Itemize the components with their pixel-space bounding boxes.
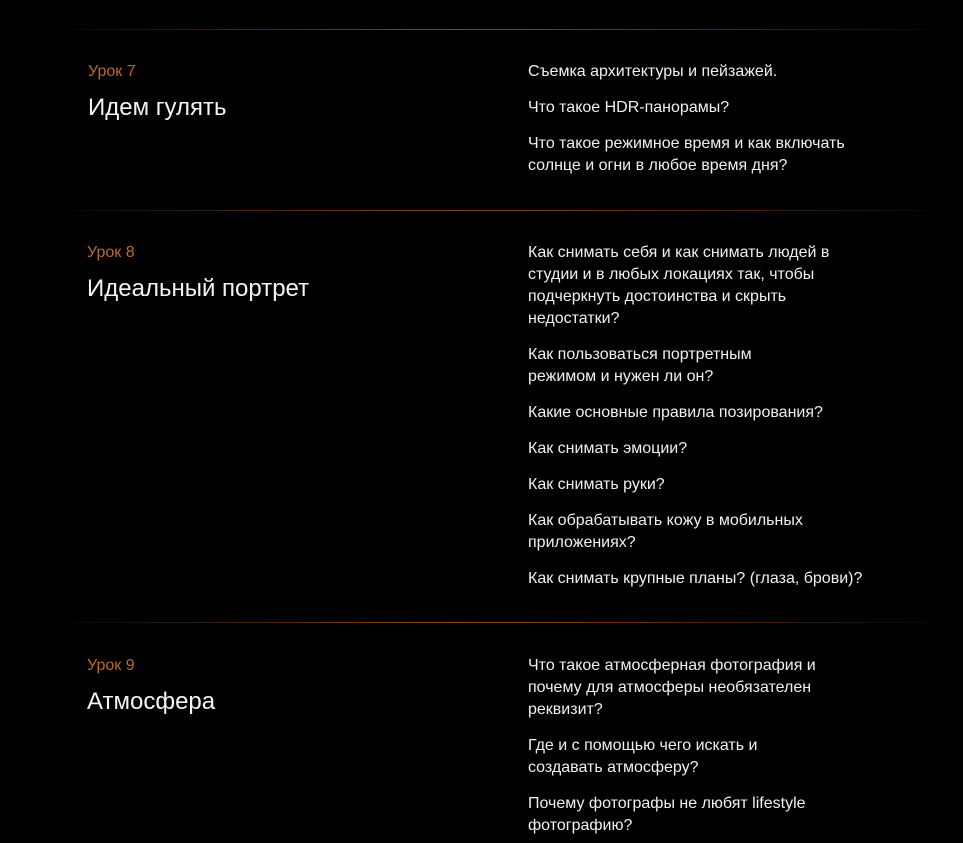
topic-item: Что такое атмосферная фотография и почему для атмосферы необязателен реквизит? [528, 657, 816, 718]
lesson-topics [528, 655, 873, 843]
topic-item: Что такое HDR-панорамы? [528, 99, 730, 116]
topic-item: Съемка архитектуры и пейзажей. [528, 63, 778, 80]
topic-item: Как снимать себя и как снимать людей в студии и в любых локациях так, чтобы подчеркнуть достоинства и скрыть недостатки? [528, 244, 830, 327]
lesson-title: Атмосфера [87, 688, 216, 715]
lesson-title: Идеальный портрет [87, 275, 310, 302]
lesson-title: Идем гулять [88, 94, 227, 121]
topic-item: Как пользоваться портретным режимом и нужен ли он? [528, 346, 752, 385]
lesson-number: Урок 9 [87, 657, 135, 674]
topic-item: Как снимать руки? [528, 476, 665, 493]
topic-item: Какие основные правила позирования? [528, 404, 823, 421]
topic-item: Как снимать эмоции? [528, 440, 688, 457]
topic-item: Что такое режимное время и как включать солнце и огни в любое время дня? [528, 135, 845, 174]
lesson-divider [40, 210, 963, 211]
lesson-topics [528, 61, 873, 191]
topic-item: Как обрабатывать кожу в мобильных приложениях? [528, 512, 803, 551]
lesson-topics [528, 242, 873, 604]
lesson-divider [40, 622, 963, 623]
topic-item: Где и с помощью чего искать и создавать атмосферу? [528, 737, 758, 776]
lesson-number: Урок 7 [88, 63, 136, 80]
topic-item: Как снимать крупные планы? (глаза, брови)? [528, 570, 863, 587]
topic-item: Почему фотографы не любят lifestyle фотографию? [528, 795, 806, 834]
lesson-number: Урок 8 [87, 244, 135, 261]
lesson-divider [40, 29, 963, 30]
